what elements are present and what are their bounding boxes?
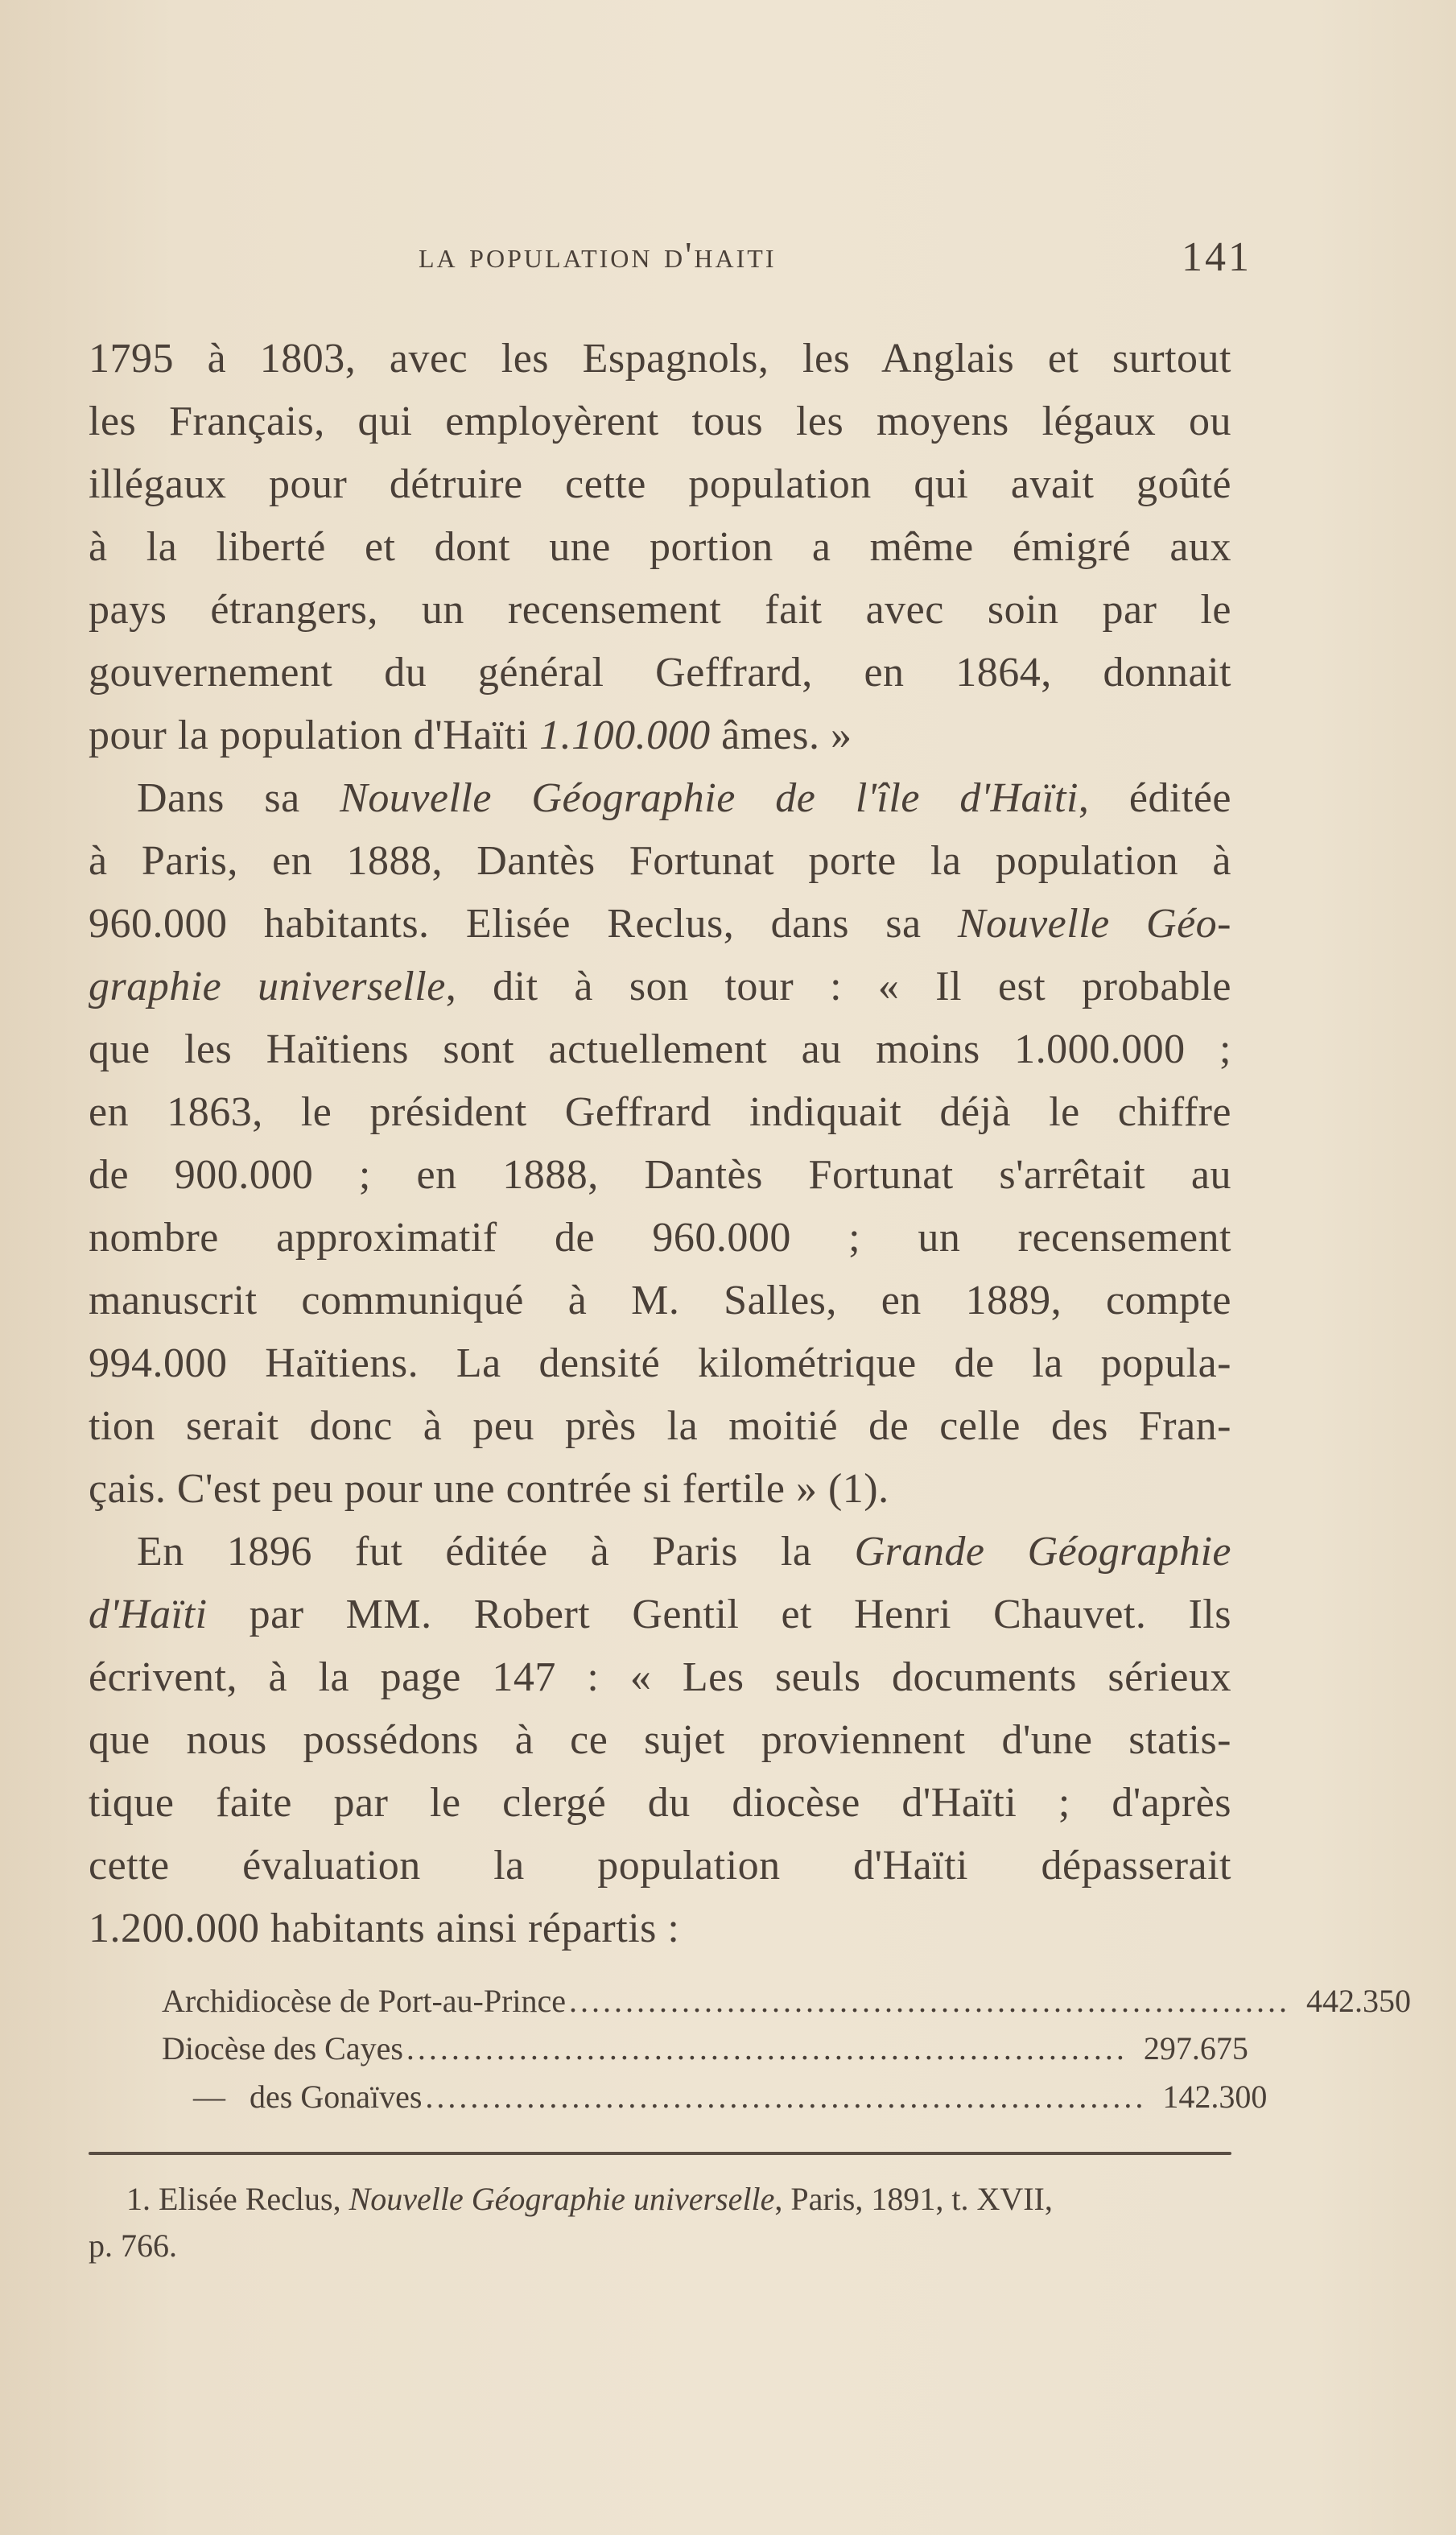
text-segment: pour la population d'Haïti	[89, 712, 540, 758]
text-line	[89, 830, 1231, 893]
text-line	[89, 1458, 1231, 1521]
text-line	[89, 1270, 1231, 1332]
text-line	[89, 1709, 1231, 1772]
text-line	[89, 1144, 1231, 1207]
body-text	[89, 328, 1231, 1960]
text-line	[89, 893, 1231, 956]
text-line	[89, 1521, 1231, 1583]
text-segment: cette évaluation la population d'Haïti dépasserait	[89, 1843, 1231, 1889]
text-line	[89, 579, 1231, 642]
italic-text: 1.100.000	[539, 712, 711, 758]
text-segment: que les Haïtiens sont actuellement au moins 1.000.000 ;	[89, 1026, 1231, 1072]
text-segment: en 1863, le président Geffrard indiquait déjà le chiffre	[89, 1089, 1231, 1135]
text-segment: pays étrangers, un recensement fait avec soin par le	[89, 587, 1231, 633]
text-line	[89, 328, 1231, 390]
text-line	[89, 1583, 1231, 1646]
diocese-label: Diocèse des Cayes	[162, 2030, 403, 2066]
text-segment: En 1896 fut éditée à Paris la	[137, 1529, 855, 1575]
footnote-text: 1. Elisée Reclus,	[126, 2181, 349, 2217]
text-segment: manuscrit communiqué à M. Salles, en 1889, compte	[89, 1278, 1231, 1323]
footnote-line	[126, 2180, 1053, 2218]
text-segment: , éditée	[1078, 775, 1231, 821]
text-segment: âmes. »	[710, 712, 852, 758]
population-value: 297.675	[1143, 2030, 1248, 2066]
table-row	[193, 2078, 1268, 2123]
text-line	[89, 1018, 1231, 1081]
text-segment: 960.000 habitants. Elisée Reclus, dans sa	[89, 901, 958, 947]
text-segment: 1795 à 1803, avec les Espagnols, les Anglais et surtout	[89, 336, 1231, 382]
leader-dots: ................................................................	[425, 2079, 1147, 2115]
text-line	[89, 1646, 1231, 1709]
italic-text: d'Haïti	[89, 1592, 208, 1637]
text-line	[89, 453, 1231, 516]
text-line	[89, 516, 1231, 579]
text-segment: que nous possédons à ce sujet proviennent d'une statis-	[89, 1717, 1231, 1763]
text-line	[89, 642, 1231, 704]
italic-text: Nouvelle Géographie de l'île d'Haïti	[340, 775, 1079, 821]
text-line	[89, 704, 1231, 767]
text-segment: 1.200.000 habitants ainsi répartis :	[89, 1905, 680, 1951]
text-segment: à Paris, en 1888, Dantès Fortunat porte la population à	[89, 838, 1231, 884]
text-line	[89, 1897, 1231, 1960]
footnote-rule	[89, 2152, 1231, 2155]
italic-text: graphie universelle	[89, 964, 446, 1009]
text-segment: par MM. Robert Gentil et Henri Chauvet. Ils	[207, 1592, 1231, 1637]
text-line	[89, 1207, 1231, 1270]
running-title: la population d'haiti	[419, 234, 777, 275]
text-line	[89, 1772, 1231, 1835]
text-segment: tion serait donc à peu près la moitié de celle des Fran-	[89, 1403, 1231, 1449]
text-segment: çais. C'est peu pour une contrée si fertile » (1).	[89, 1466, 889, 1512]
text-line	[89, 390, 1231, 453]
text-line	[89, 1081, 1231, 1144]
text-segment: gouvernement du général Geffrard, en 1864, donnait	[89, 650, 1231, 696]
text-line	[89, 1332, 1231, 1395]
text-segment: nombre approximatif de 960.000 ; un recensement	[89, 1215, 1231, 1261]
footnote-text: , Paris, 1891, t. XVII,	[774, 2181, 1053, 2217]
footnote-title: Nouvelle Géographie universelle	[349, 2181, 775, 2217]
leader-dots: ................................................................	[406, 2030, 1128, 2066]
page-number: 141	[1182, 234, 1252, 280]
population-value: 442.350	[1306, 1983, 1412, 2019]
text-segment: illégaux pour détruire cette population qui avait goûté	[89, 461, 1231, 507]
leader-dots: ................................................................	[569, 1983, 1291, 2019]
population-value: 142.300	[1162, 2079, 1268, 2115]
text-line	[89, 767, 1231, 830]
text-segment: 994.000 Haïtiens. La densité kilométrique de la popula-	[89, 1340, 1231, 1386]
text-segment: Dans sa	[137, 775, 340, 821]
diocese-label: Archidiocèse de Port-au-Prince	[162, 1983, 567, 2019]
italic-text: Nouvelle Géo-	[957, 901, 1231, 947]
diocese-label: — des Gonaïves	[193, 2079, 423, 2115]
italic-text: Grande Géographie	[854, 1529, 1231, 1575]
table-row	[162, 2029, 1248, 2075]
text-line	[89, 1395, 1231, 1458]
text-segment: de 900.000 ; en 1888, Dantès Fortunat s'arrêtait au	[89, 1152, 1231, 1198]
text-segment: tique faite par le clergé du diocèse d'Haïti ; d'après	[89, 1780, 1231, 1826]
text-segment: à la liberté et dont une portion a même émigré aux	[89, 524, 1231, 570]
footnote-line: p. 766.	[89, 2227, 177, 2264]
text-line	[89, 1835, 1231, 1897]
text-segment: écrivent, à la page 147 : « Les seuls documents sérieux	[89, 1654, 1231, 1700]
text-line	[89, 956, 1231, 1018]
text-segment: les Français, qui employèrent tous les moyens légaux ou	[89, 398, 1231, 444]
text-segment: , dit à son tour : « Il est probable	[445, 964, 1232, 1009]
table-row	[162, 1982, 1412, 2027]
